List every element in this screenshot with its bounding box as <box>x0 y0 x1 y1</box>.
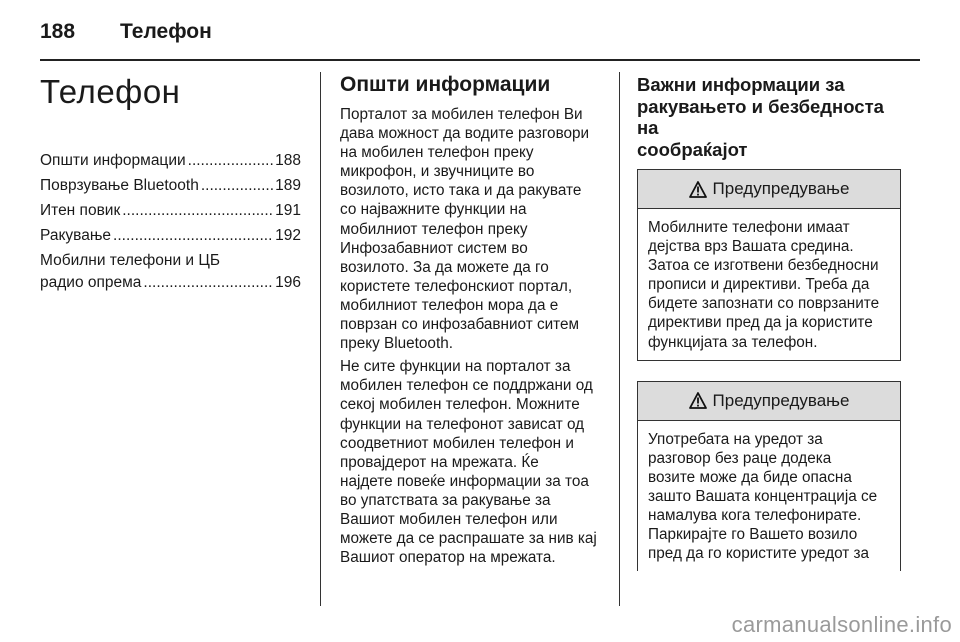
page-number: 188 <box>40 20 76 43</box>
warning-text: Мобилните телефони имаат дејства врз Вашата средина. Затоа се изготвени безбедносни прописи и директиви. Треба да бидете запознати со поврзаните директиви пред да ја користите функцијата за телефон. <box>648 219 880 351</box>
toc-entry-page: 192 <box>275 227 301 244</box>
column-divider-2 <box>619 72 620 606</box>
warning-text: Употребата на уредот за разговор без раце додека возите може да биде опасна зашто Вашата концентрација се намалува кога телефонирате. Паркирајте го Вашето возило пред да го користите уредот за <box>648 430 878 563</box>
toc-entry[interactable] <box>40 225 301 247</box>
toc-entry-page: 188 <box>275 152 301 169</box>
warning-triangle-icon <box>689 181 707 198</box>
toc-leader-dots <box>188 150 273 172</box>
toc-leader-dots <box>122 200 273 222</box>
body-paragraph: Не сите функции на порталот за мобилен телефон се поддржани од секој мобилен телефон. Можните функции на телефонот зависат од соодветниот мобилен телефон и провајдерот на мрежата. Ќе најдете повеќе информации за тоа во упатствата за ракување за Вашиот мобилен телефон или можете да се распрашате за нив кај Вашиот оператор на мрежата. <box>340 358 597 567</box>
warning-title: Предупредување <box>712 390 850 410</box>
body-paragraph: Порталот за мобилен телефон Ви дава можност да водите разговори на мобилен телефон преку микрофон, и звучниците во возилото, исто така и да ракувате со најважните функции на мобилниот телефон преку Инфозабавниот систем во возилото. За да можете да го користете телефонскиот портал, мобилниот телефон мора да е поврзан со инфозабавниот ситем преку Bluetooth. <box>340 106 590 353</box>
toc-entry-label-line1: Мобилни телефони и ЦБ <box>40 252 221 269</box>
toc-entry-multiline[interactable] <box>40 250 301 294</box>
warning-box <box>637 381 901 572</box>
toc-entry-page: 196 <box>275 274 301 291</box>
warning-header <box>638 170 900 209</box>
column-divider-1 <box>320 72 321 606</box>
chapter-title: Телефон <box>40 73 181 110</box>
toc-entry-label: Општи информации <box>40 152 186 169</box>
toc-leader-dots <box>113 225 273 247</box>
section-heading: Општи информации <box>340 73 551 96</box>
toc-entry-label: Ракување <box>40 227 112 244</box>
toc-entry-line2 <box>40 272 301 294</box>
warning-box <box>637 169 901 361</box>
warning-triangle-icon <box>689 392 707 409</box>
toc-entry-label: Итен повик <box>40 202 121 219</box>
warning-title: Предупредување <box>712 179 850 198</box>
toc-entry-page: 189 <box>275 177 301 194</box>
general-info-column <box>340 72 603 571</box>
header-rule <box>40 59 920 61</box>
toc-entry-label: Поврзување Bluetooth <box>40 177 199 194</box>
watermark: carmanualsonline.info <box>731 612 952 637</box>
toc-entry[interactable] <box>40 200 301 222</box>
chapter-column <box>40 72 301 297</box>
toc-entry-label: радио опрема <box>40 274 142 291</box>
toc-entry[interactable] <box>40 150 301 172</box>
toc-entry[interactable] <box>40 175 301 197</box>
warning-header <box>638 382 900 421</box>
section-heading: Важни информации за ракувањето и безбедноста на сообраќајот <box>637 74 884 160</box>
safety-column <box>637 72 901 571</box>
toc-leader-dots <box>201 175 273 197</box>
toc-leader-dots <box>143 272 273 294</box>
table-of-contents <box>40 150 301 294</box>
toc-entry-page: 191 <box>275 202 301 219</box>
running-title: Телефон <box>120 20 212 43</box>
